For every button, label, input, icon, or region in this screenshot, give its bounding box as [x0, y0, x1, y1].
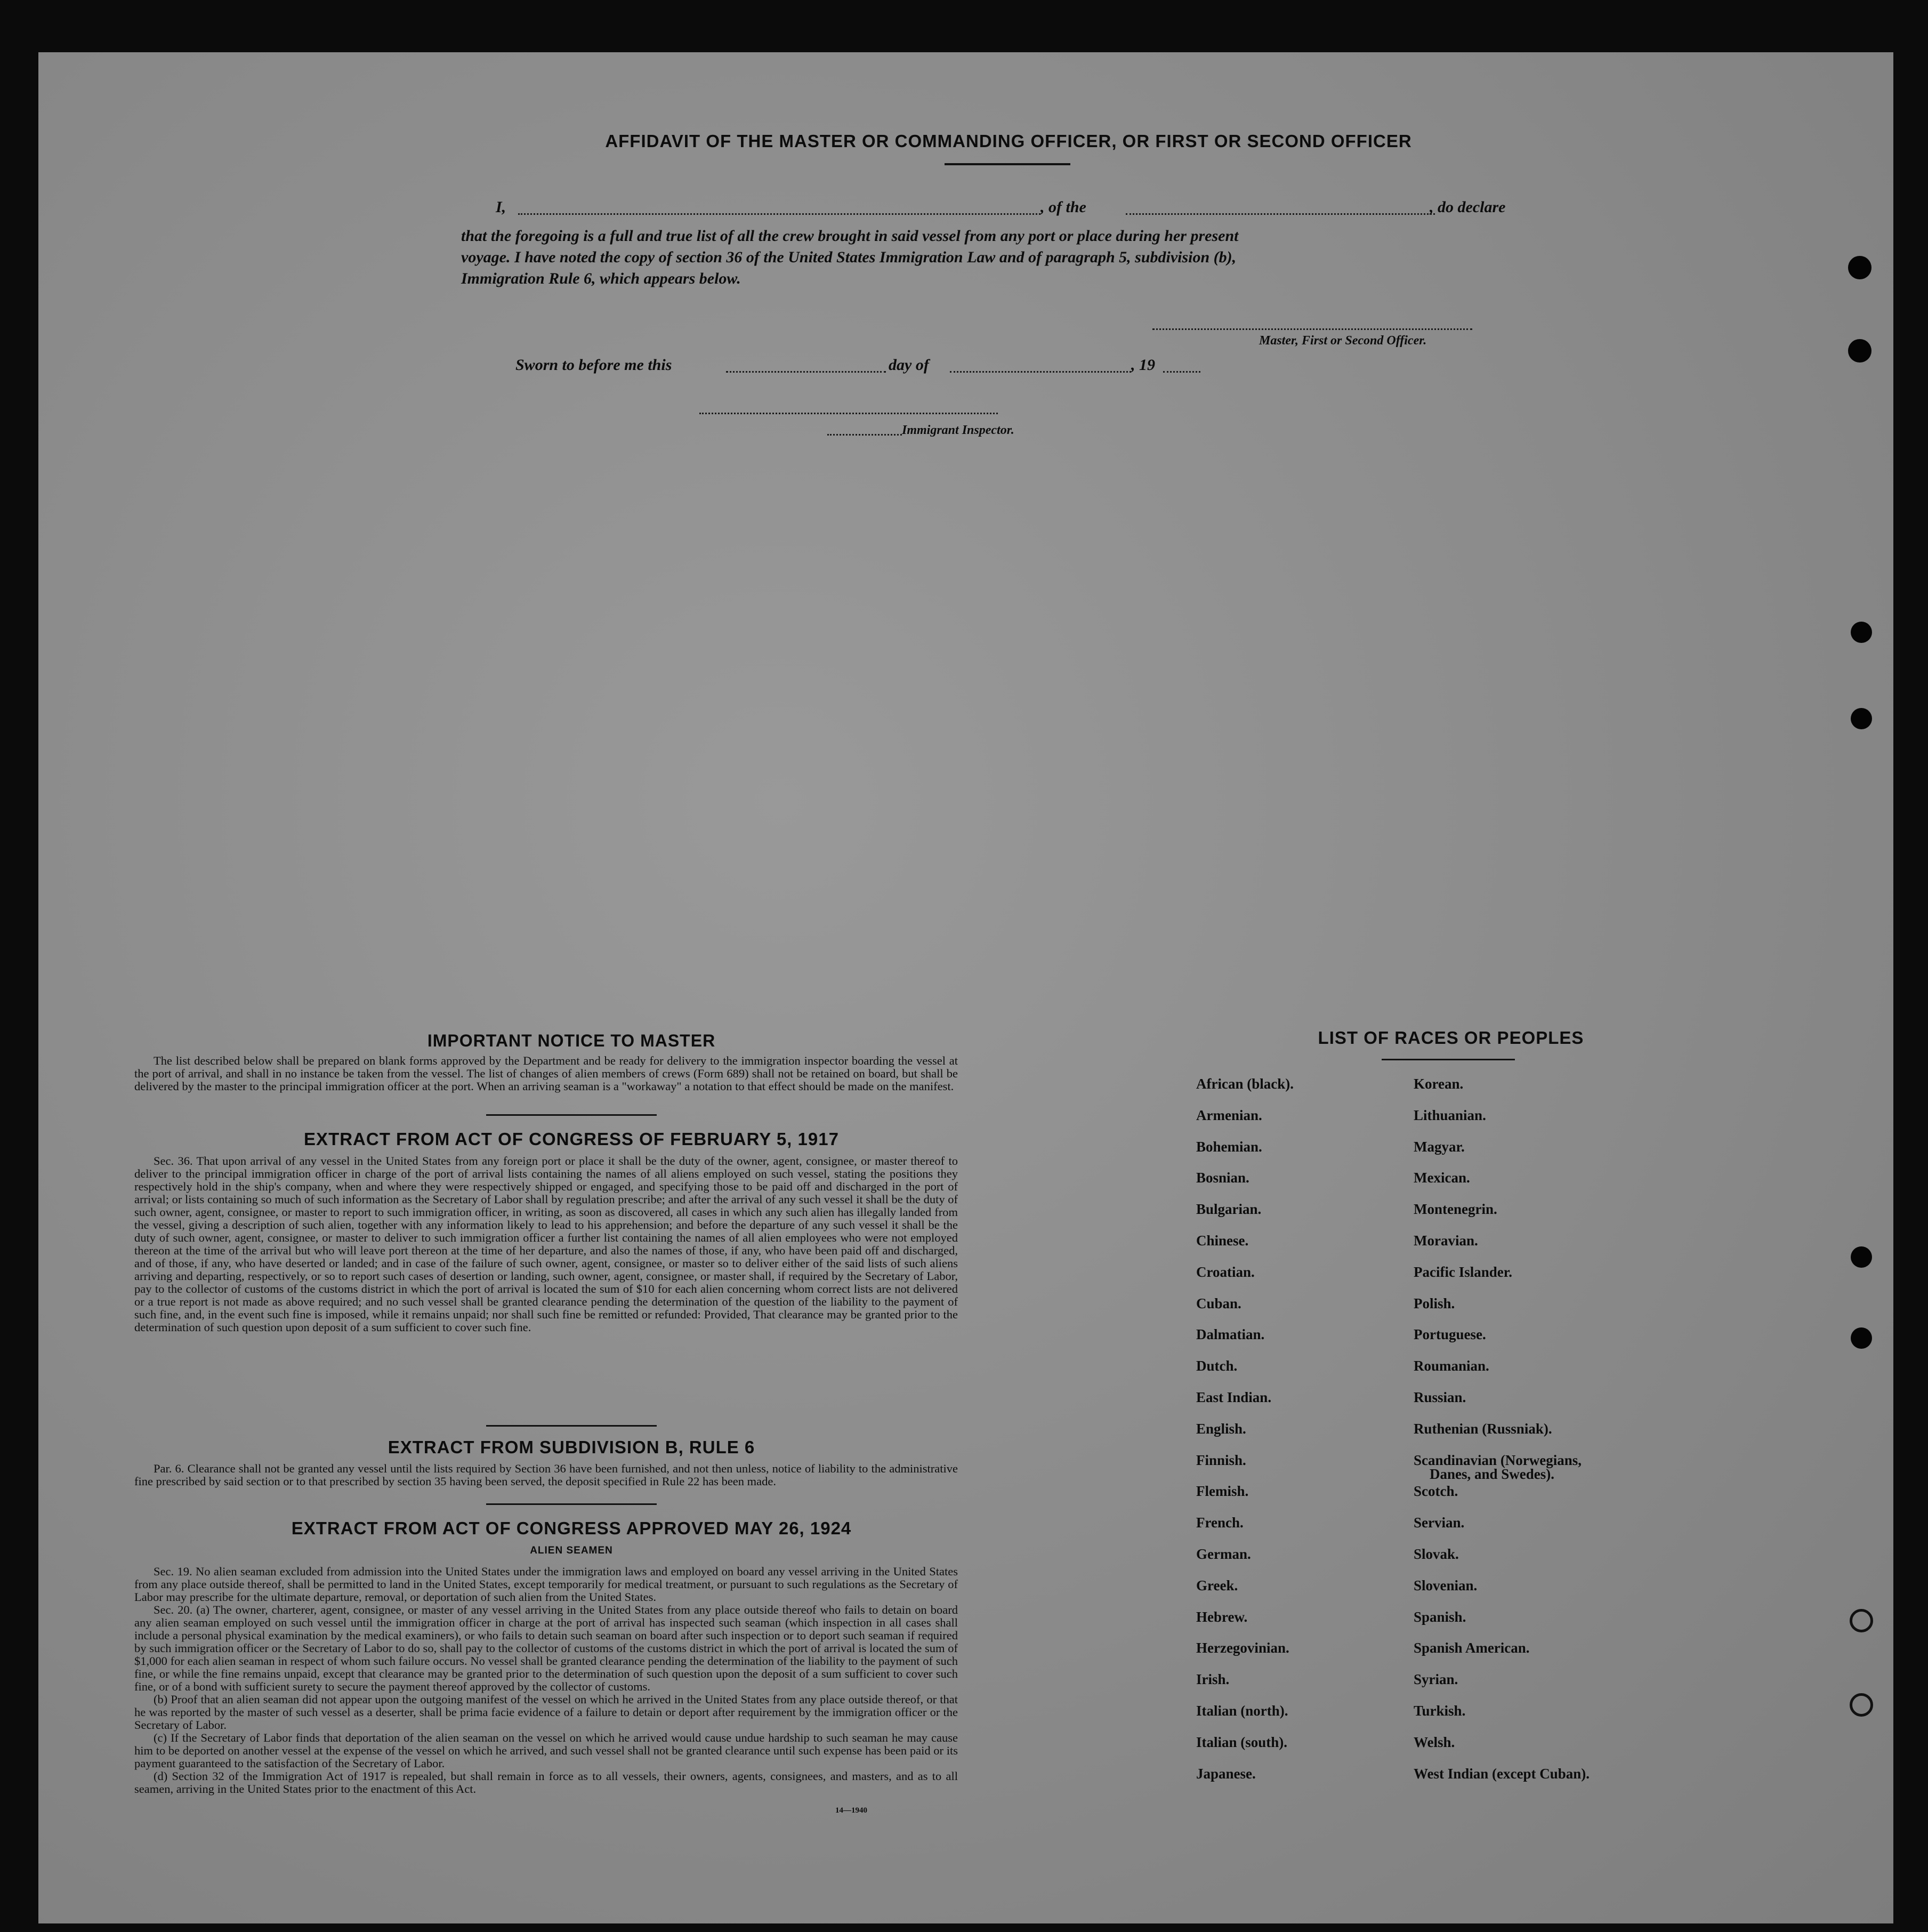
- extract-1924-p4: (c) If the Secretary of Labor finds that deportation of the alien seaman on the vessel on which he arrived would cause undue hardship to such seaman he may cause him to be deported on another vessel at the expense of the vessel on which he arrived, and such vessel shall not be granted clearance until such expense has been paid or its payment guaranteed to the satisfaction of the Secretary of Labor.: [134, 1731, 958, 1770]
- races-title-rule: [1382, 1059, 1515, 1060]
- extract-1924-block: [134, 1565, 958, 1796]
- race-item: Russian.: [1414, 1389, 1466, 1405]
- race-item: Dutch.: [1196, 1358, 1238, 1374]
- races-title: LIST OF RACES OR PEOPLES: [1318, 1028, 1584, 1048]
- sworn-prefix: Sworn to before me this: [515, 356, 672, 374]
- sworn-year: , 19: [1131, 356, 1155, 374]
- binder-hole: [1851, 708, 1872, 729]
- binder-hole: [1850, 1693, 1873, 1717]
- inspector-signature-field-2[interactable]: [827, 434, 902, 436]
- extract-1924-p1: Sec. 19. No alien seaman excluded from admission into the United States under the immigration laws and employed on board any vessel arriving in the United States from any place outside thereof, shall be permitted to land in the United States, except temporarily for medical treatment, or pursuant to such regulations as the Secretary of Labor may prescribe for the ultimate departure, removal, or deportation of such alien from the United States.: [134, 1565, 958, 1604]
- race-item: Italian (north).: [1196, 1703, 1288, 1719]
- race-item: Magyar.: [1414, 1138, 1465, 1155]
- binder-hole: [1851, 1246, 1872, 1268]
- race-item: African (black).: [1196, 1076, 1294, 1092]
- officer-signature-label: Master, First or Second Officer.: [1259, 334, 1427, 348]
- race-item: Danes, and Swedes).: [1430, 1466, 1555, 1482]
- declarant-name-field[interactable]: [518, 213, 1040, 215]
- declaration-line-3: Immigration Rule 6, which appears below.: [461, 270, 741, 287]
- extract-1924-p2: Sec. 20. (a) The owner, charterer, agent, consignee, or master of any vessel arriving in the United States from any place outside thereof who fails to detain on board any alien seaman employed on such vessel until the immigration officer in charge at the port of arrival has inspected such seaman (which inspection in all cases shall include a personal physical examination by the medical examiners), or who fails to detain such seaman on board after such inspection or to deport such seaman if required by such immigration officer or the Secretary of Labor to do so, shall pay to the collector of customs of the customs district in which the port of arrival is located the sum of $1,000 for each alien seaman in respect of whom such failure occurs. No vessel shall be granted clearance pending the determination of the liability to the payment of such fine, or while the fine remains unpaid, except that clearance may be granted prior to the determination of such question upon the deposit of a sum sufficient to cover such fine, or of a bond with sufficient surety to secure the payment thereof approved by the collector of customs.: [134, 1603, 958, 1693]
- race-item: Bosnian.: [1196, 1170, 1249, 1186]
- race-item: Bohemian.: [1196, 1138, 1262, 1155]
- race-item: Lithuanian.: [1414, 1107, 1486, 1123]
- notice-text-block: [134, 1054, 958, 1093]
- race-item: Flemish.: [1196, 1483, 1249, 1500]
- race-item: Spanish American.: [1414, 1640, 1530, 1656]
- declaration-of-the: , of the: [1040, 198, 1086, 216]
- extract-1917-text: Sec. 36. That upon arrival of any vessel in the United States from any foreign port or place it shall be the duty of the owner, agent, consignee, or master thereof to deliver to the principal immigration officer in charge of the port of arrival lists containing the names of all aliens employed on such vessel, stating the positions they respectively hold in the ship's company, when and where they were respectively shipped or engaged, and specifying those to be paid off and discharged in the port of arrival; or lists containing so much of such information as the Secretary of Labor shall by regulation prescribe; and after the arrival of any such vessel it shall be the duty of such owner, agent, consignee, or master to report to such immigration officer, in writing, as soon as discovered, all cases in which any such alien has illegally landed from the vessel, giving a description of such alien, together with any information likely to lead to his apprehension; and before the departure of any such vessel it shall be the duty of such owner, agent, consignee, or master to deliver to such immigration officer a further list containing the names of all alien employees who were not employed thereon at the time of the arrival but who will leave port thereon at the time of her departure, and also the names of those, if any, who have been paid off and discharged, and of those, if any, who have deserted or landed; and in case of the failure of such owner, agent, consignee, or master so to deliver either of the said lists of such aliens arriving and departing, respectively, or so to report such cases of desertion or landing, such owner, agent, consignee, or master shall, if required by the Secretary of Labor, pay to the collector of customs of the customs district in which the port of arrival is located the sum of $10 for each alien concerning whom correct lists are not delivered or a true report is not made as above required; and no such vessel shall be granted clearance pending the determination of the question of the liability to the payment of such fine, and, in the event such fine is imposed, while it remains unpaid; nor shall such fine be remitted or refunded: Provided, That clearance may be granted prior to the determination of such question upon deposit of a sum sufficient to cover such fine.: [134, 1154, 958, 1334]
- extract-1924-p3: (b) Proof that an alien seaman did not appear upon the outgoing manifest of the vessel on which he arrived in the United States from any place outside thereof, or that he was reported by the master of such vessel as a deserter, shall be prima facie evidence of a failure to detain or deport after requirement by the immigration officer or the Secretary of Labor.: [134, 1693, 958, 1732]
- extract-1917-rule: [486, 1425, 657, 1427]
- binder-hole: [1848, 339, 1871, 363]
- officer-signature-field[interactable]: [1152, 328, 1472, 330]
- race-item: Polish.: [1414, 1295, 1455, 1311]
- race-item: Pacific Islander.: [1414, 1263, 1512, 1280]
- race-item: Irish.: [1196, 1671, 1230, 1688]
- race-item: Moravian.: [1414, 1233, 1478, 1249]
- race-item: Ruthenian (Russniak).: [1414, 1420, 1552, 1437]
- race-item: Mexican.: [1414, 1170, 1470, 1186]
- race-item: Italian (south).: [1196, 1734, 1288, 1750]
- declaration-do-declare: , do declare: [1430, 198, 1506, 216]
- race-item: Spanish.: [1414, 1608, 1466, 1625]
- race-item: Croatian.: [1196, 1263, 1255, 1280]
- notice-rule: [486, 1114, 657, 1116]
- rule6-text: Par. 6. Clearance shall not be granted any vessel until the lists required by Section 36 have been furnished, and not then unless, notice of liability to the administrative fine prescribed by said section or to that prescribed by section 35 having been served, the deposit specified in Rule 22 has been made.: [134, 1462, 958, 1488]
- binder-hole: [1851, 1327, 1872, 1349]
- vessel-name-field[interactable]: [1126, 213, 1435, 215]
- race-item: Greek.: [1196, 1577, 1238, 1593]
- sworn-day-of: day of: [889, 356, 929, 374]
- affidavit-title-rule: [945, 163, 1070, 165]
- form-number: 14—1940: [835, 1806, 867, 1815]
- affidavit-title: AFFIDAVIT OF THE MASTER OR COMMANDING OFFICER, OR FIRST OR SECOND OFFICER: [605, 131, 1412, 151]
- race-item: Servian.: [1414, 1515, 1465, 1531]
- declaration-line-2: voyage. I have noted the copy of section 36 of the United States Immigration Law and of paragraph 5, subdivision (b),: [461, 248, 1237, 266]
- rule6-rule: [486, 1503, 657, 1505]
- race-item: Portuguese.: [1414, 1326, 1486, 1343]
- race-item: Herzegovinian.: [1196, 1640, 1289, 1656]
- race-item: French.: [1196, 1515, 1244, 1531]
- notice-title: IMPORTANT NOTICE TO MASTER: [427, 1031, 716, 1050]
- extract-1924-subtitle: ALIEN SEAMEN: [530, 1545, 613, 1556]
- declaration-i: I,: [496, 198, 506, 216]
- binder-hole: [1850, 1609, 1873, 1632]
- extract-1924-title: EXTRACT FROM ACT OF CONGRESS APPROVED MAY 26, 1924: [291, 1518, 852, 1538]
- declaration-line-1: that the foregoing is a full and true list of all the crew brought in said vessel from any port or place during her present: [461, 227, 1239, 245]
- race-item: West Indian (except Cuban).: [1414, 1765, 1590, 1782]
- race-item: Cuban.: [1196, 1295, 1241, 1311]
- rule6-block: [134, 1462, 958, 1488]
- document-page: [38, 52, 1893, 1923]
- race-item: Bulgarian.: [1196, 1201, 1262, 1218]
- extract-1917-block: [134, 1155, 958, 1334]
- sworn-day-field[interactable]: [726, 371, 886, 373]
- race-item: Slovak.: [1414, 1546, 1459, 1562]
- race-item: Montenegrin.: [1414, 1201, 1497, 1218]
- race-item: German.: [1196, 1546, 1251, 1562]
- race-item: Dalmatian.: [1196, 1326, 1265, 1343]
- inspector-signature-field[interactable]: [699, 413, 998, 414]
- race-item: Armenian.: [1196, 1107, 1262, 1123]
- sworn-year-field[interactable]: [1163, 371, 1200, 373]
- race-item: Scandinavian (Norwegians,: [1414, 1452, 1582, 1468]
- race-item: Roumanian.: [1414, 1358, 1489, 1374]
- inspector-label: Immigrant Inspector.: [902, 423, 1014, 437]
- extract-1924-p5: (d) Section 32 of the Immigration Act of 1917 is repealed, but shall remain in force as to all vessels, their owners, agents, consignees, and masters, and as to all seamen, arriving in the United States prior to the enactment of this Act.: [134, 1769, 958, 1796]
- race-item: Syrian.: [1414, 1671, 1458, 1688]
- race-item: Japanese.: [1196, 1765, 1256, 1782]
- sworn-month-field[interactable]: [950, 371, 1131, 373]
- race-item: Korean.: [1414, 1076, 1464, 1092]
- rule6-title: EXTRACT FROM SUBDIVISION B, RULE 6: [388, 1437, 755, 1457]
- race-item: Slovenian.: [1414, 1577, 1478, 1593]
- race-item: Scotch.: [1414, 1483, 1458, 1500]
- race-item: Finnish.: [1196, 1452, 1246, 1468]
- binder-hole: [1848, 256, 1871, 279]
- extract-1917-title: EXTRACT FROM ACT OF CONGRESS OF FEBRUARY 5, 1917: [304, 1129, 839, 1149]
- race-item: Welsh.: [1414, 1734, 1455, 1750]
- race-item: Hebrew.: [1196, 1608, 1248, 1625]
- race-item: English.: [1196, 1420, 1246, 1437]
- binder-hole: [1851, 622, 1872, 643]
- race-item: Turkish.: [1414, 1703, 1466, 1719]
- race-item: East Indian.: [1196, 1389, 1272, 1405]
- race-item: Chinese.: [1196, 1233, 1249, 1249]
- notice-text: The list described below shall be prepared on blank forms approved by the Department and be ready for delivery to the immigration inspector boarding the vessel at the port of arrival, and shall in no instance be taken from the vessel. The list of changes of alien members of crews (Form 689) shall not be retained on board, but shall be delivered by the master to the principal immigration officer at the port. When an arriving seaman is a "workaway" a notation to that effect should be made on the manifest.: [134, 1054, 958, 1093]
